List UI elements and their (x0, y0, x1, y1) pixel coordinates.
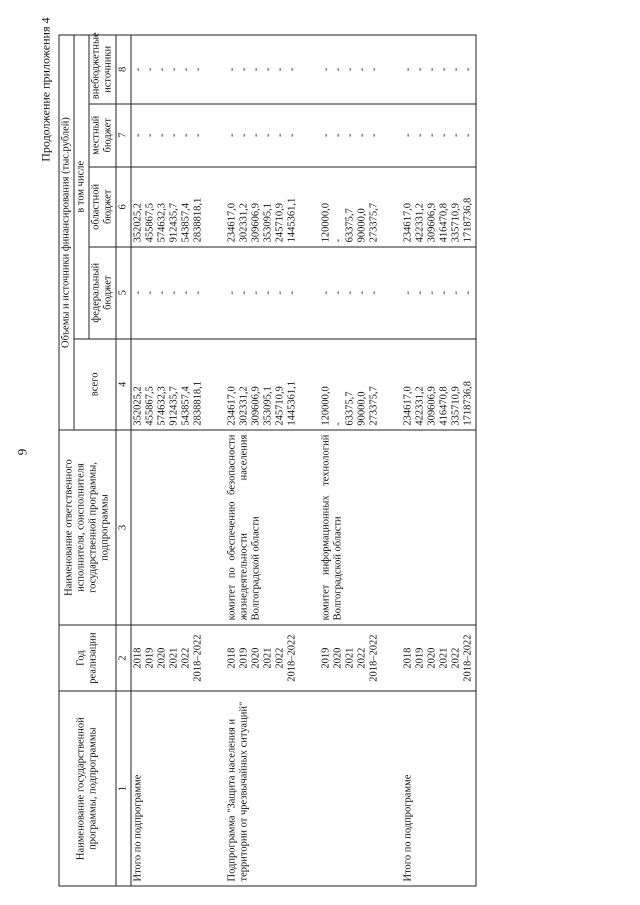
regional-value: 455867,5 (144, 203, 156, 243)
local-value: - (144, 133, 156, 138)
total-value: 234617,0 (226, 386, 238, 426)
total-cell (226, 339, 300, 431)
extra-cell (131, 35, 206, 104)
header-colnum-8: 8 (116, 35, 131, 104)
table-body (131, 35, 476, 886)
years-value: 2019 (238, 647, 250, 669)
local-cell (320, 104, 382, 167)
years-value: 2020 (332, 647, 344, 669)
local-value: - (180, 133, 192, 138)
extra-value: - (168, 67, 180, 72)
extra-value: - (320, 67, 332, 72)
years-value: 2022 (180, 647, 192, 669)
years-value: 2020 (250, 647, 262, 669)
regional-value: 234617,0 (226, 203, 238, 243)
total-value: - (332, 422, 344, 426)
extra-value: - (262, 67, 274, 72)
federal-value: - (286, 290, 298, 295)
total-value: 1445361,1 (286, 381, 298, 426)
years-value: 2021 (168, 647, 180, 669)
federal-cell (402, 247, 477, 339)
regional-value: 352025,2 (132, 203, 144, 243)
spacer-cell (206, 339, 226, 431)
executor-cell (131, 430, 206, 625)
total-value: 574632,3 (156, 386, 168, 426)
regional-value: 1445361,1 (286, 197, 298, 243)
total-value: 245710,9 (274, 386, 286, 426)
extra-value: - (414, 67, 426, 72)
total-cell (320, 339, 382, 431)
total-cell (402, 339, 477, 431)
regional-value: 335710,9 (450, 203, 462, 243)
years-value: 2018–2022 (462, 634, 474, 682)
years-cell (226, 625, 300, 691)
extra-value: - (438, 67, 450, 72)
federal-value: - (156, 290, 168, 295)
local-value: - (226, 133, 238, 138)
extra-value: - (180, 67, 192, 72)
local-cell (131, 104, 206, 167)
regional-value: 63375,7 (344, 208, 356, 243)
local-value: - (356, 133, 368, 138)
federal-value: - (320, 290, 332, 295)
local-cell (226, 104, 300, 167)
federal-value: - (356, 290, 368, 295)
header-colnum-1: 1 (116, 691, 131, 886)
local-value: - (402, 133, 414, 138)
federal-value: - (262, 290, 274, 295)
regional-value: 234617,0 (402, 203, 414, 243)
regional-value: 1718736,8 (462, 197, 474, 243)
federal-cell (131, 247, 206, 339)
spacer-cell (382, 625, 402, 691)
regional-value: 422331,2 (414, 203, 426, 243)
total-value: 309606,9 (250, 386, 262, 426)
group-spacer (382, 35, 402, 886)
regional-value: 416470,8 (438, 203, 450, 243)
total-value: 352025,2 (132, 386, 144, 426)
federal-value: - (332, 290, 344, 295)
program-name-cell: Подпрограмма "Защита населения и территории от чрезвычайных ситуаций" (226, 691, 300, 886)
local-value: - (262, 133, 274, 138)
total-value: 273375,7 (368, 386, 380, 426)
regional-cell (226, 167, 300, 247)
local-value: - (332, 133, 344, 138)
regional-value: 2838818,1 (192, 197, 204, 243)
total-value: 2838818,1 (192, 381, 204, 426)
total-value: 234617,0 (402, 386, 414, 426)
local-value: - (168, 133, 180, 138)
rotated-sheet (1, 0, 640, 905)
group-spacer (206, 35, 226, 886)
federal-value: - (144, 290, 156, 295)
total-value: 422331,2 (414, 386, 426, 426)
header-year: Год реализации (59, 625, 116, 691)
spacer-cell (382, 247, 402, 339)
federal-value: - (414, 290, 426, 295)
regional-value: 543857,4 (180, 203, 192, 243)
header-local: местный бюджет (89, 104, 116, 167)
years-value: 2022 (274, 647, 286, 669)
years-value: 2021 (344, 647, 356, 669)
local-value: - (344, 133, 356, 138)
years-value: 2019 (414, 647, 426, 669)
extra-value: - (192, 67, 204, 72)
spacer-cell (206, 247, 226, 339)
regional-value: 574632,3 (156, 203, 168, 243)
extra-value: - (274, 67, 286, 72)
years-value: 2019 (320, 647, 332, 669)
regional-value: 309606,9 (250, 203, 262, 243)
spacer-cell (382, 430, 402, 625)
local-value: - (320, 133, 332, 138)
spacer-cell (300, 339, 320, 431)
spacer-cell (206, 691, 226, 886)
years-value: 2022 (450, 647, 462, 669)
local-value: - (414, 133, 426, 138)
local-value: - (426, 133, 438, 138)
spacer-cell (300, 167, 320, 247)
header-regional: областной бюджет (89, 167, 116, 247)
header-executor: Наименование ответственного исполнителя, соисполнителя государственной программы, подпрограммы (59, 430, 116, 625)
spacer-cell (300, 247, 320, 339)
group-spacer (300, 35, 320, 886)
local-value: - (192, 133, 204, 138)
years-value: 2020 (156, 647, 168, 669)
extra-value: - (356, 67, 368, 72)
federal-value: - (250, 290, 262, 295)
extra-value: - (238, 67, 250, 72)
years-value: 2019 (144, 647, 156, 669)
federal-value: - (238, 290, 250, 295)
federal-value: - (132, 290, 144, 295)
total-value: 302331,2 (238, 386, 250, 426)
years-cell (320, 625, 382, 691)
extra-value: - (132, 67, 144, 72)
years-value: 2018–2022 (368, 634, 380, 682)
continuation-title: Продолжение приложения 4 (38, 17, 53, 162)
header-including: в том числе (74, 35, 89, 339)
extra-value: - (156, 67, 168, 72)
spacer-cell (206, 430, 226, 625)
years-value: 2018 (402, 647, 414, 669)
federal-value: - (402, 290, 414, 295)
total-value: 63375,7 (344, 391, 356, 426)
years-cell (131, 625, 206, 691)
local-value: - (250, 133, 262, 138)
extra-value: - (250, 67, 262, 72)
total-value: 912435,7 (168, 386, 180, 426)
extra-cell (226, 35, 300, 104)
federal-value: - (344, 290, 356, 295)
federal-value: - (368, 290, 380, 295)
extra-cell (402, 35, 477, 104)
spacer-cell (300, 35, 320, 104)
spacer-cell (382, 104, 402, 167)
total-value: 353095,1 (262, 386, 274, 426)
extra-value: - (286, 67, 298, 72)
extra-value: - (368, 67, 380, 72)
federal-value: - (226, 290, 238, 295)
local-value: - (286, 133, 298, 138)
years-value: 2018–2022 (192, 634, 204, 682)
header-colnum-5: 5 (116, 247, 131, 339)
years-value: 2021 (262, 647, 274, 669)
federal-value: - (274, 290, 286, 295)
local-value: - (368, 133, 380, 138)
spacer-cell (300, 104, 320, 167)
spacer-cell (206, 35, 226, 104)
program-name-cell: Итого по подпрограмме (402, 691, 477, 886)
header-colnum-6: 6 (116, 167, 131, 247)
local-value: - (438, 133, 450, 138)
local-value: - (132, 133, 144, 138)
regional-value: 302331,2 (238, 203, 250, 243)
header-colnum-3: 3 (116, 430, 131, 625)
table-row (402, 35, 477, 886)
local-value: - (274, 133, 286, 138)
extra-value: - (144, 67, 156, 72)
regional-value: - (332, 238, 344, 243)
federal-cell (320, 247, 382, 339)
total-value: 335710,9 (450, 386, 462, 426)
regional-value: 273375,7 (368, 203, 380, 243)
federal-value: - (438, 290, 450, 295)
spacer-cell (382, 691, 402, 886)
extra-value: - (426, 67, 438, 72)
local-cell (402, 104, 477, 167)
total-value: 1718736,8 (462, 381, 474, 426)
federal-value: - (450, 290, 462, 295)
spacer-cell (300, 691, 320, 886)
program-name-cell (320, 691, 382, 886)
years-value: 2018 (226, 647, 238, 669)
years-value: 2018–2022 (286, 634, 298, 682)
years-value: 2020 (426, 647, 438, 669)
federal-cell (226, 247, 300, 339)
extra-value: - (462, 67, 474, 72)
header-colnum-2: 2 (116, 625, 131, 691)
extra-value: - (226, 67, 238, 72)
spacer-cell (300, 430, 320, 625)
header-extra: внебюджетные источники (89, 35, 116, 104)
table-row (131, 35, 206, 886)
regional-cell (320, 167, 382, 247)
executor-cell: комитет по обеспечению безопасности жизнедеятельности населения Волгоградской области (226, 430, 300, 625)
extra-cell (320, 35, 382, 104)
extra-value: - (402, 67, 414, 72)
spacer-cell (206, 625, 226, 691)
executor-cell (402, 430, 477, 625)
regional-cell (131, 167, 206, 247)
regional-value: 912435,7 (168, 203, 180, 243)
total-cell (131, 339, 206, 431)
regional-cell (402, 167, 477, 247)
header-federal: федеральный бюджет (89, 247, 116, 339)
regional-value: 353095,1 (262, 203, 274, 243)
regional-value: 90000,0 (356, 208, 368, 243)
spacer-cell (382, 167, 402, 247)
years-cell (402, 625, 477, 691)
header-total: всего (74, 339, 116, 431)
regional-value: 245710,9 (274, 203, 286, 243)
spacer-cell (300, 625, 320, 691)
total-value: 543857,4 (180, 386, 192, 426)
table-row (226, 35, 300, 886)
spacer-cell (382, 339, 402, 431)
table-row (320, 35, 382, 886)
years-value: 2018 (132, 647, 144, 669)
local-value: - (450, 133, 462, 138)
local-value: - (238, 133, 250, 138)
executor-cell: комитет информационных технологий Волгоградской области (320, 430, 382, 625)
regional-value: 309606,9 (426, 203, 438, 243)
extra-value: - (344, 67, 356, 72)
federal-value: - (426, 290, 438, 295)
total-value: 90000,0 (356, 391, 368, 426)
total-value: 416470,8 (438, 386, 450, 426)
total-value: 455867,5 (144, 386, 156, 426)
header-colnum-7: 7 (116, 104, 131, 167)
page-number: 9 (14, 448, 30, 456)
federal-value: - (168, 290, 180, 295)
header-volumes: Объемы и источники финансирования (тыс.рублей) (59, 35, 74, 430)
regional-value: 120000,0 (320, 203, 332, 243)
local-value: - (462, 133, 474, 138)
extra-value: - (450, 67, 462, 72)
spacer-cell (206, 167, 226, 247)
header-program-name: Наименование государственной программы, подпрограммы (59, 691, 116, 886)
federal-value: - (180, 290, 192, 295)
years-value: 2022 (356, 647, 368, 669)
federal-value: - (462, 290, 474, 295)
extra-value: - (332, 67, 344, 72)
total-value: 120000,0 (320, 386, 332, 426)
total-value: 309606,9 (426, 386, 438, 426)
spacer-cell (382, 35, 402, 104)
financing-table (59, 32, 477, 887)
program-name-cell: Итого по подпрограмме (131, 691, 206, 886)
header-colnum-4: 4 (116, 339, 131, 431)
years-value: 2021 (438, 647, 450, 669)
local-value: - (156, 133, 168, 138)
spacer-cell (206, 104, 226, 167)
federal-value: - (192, 290, 204, 295)
